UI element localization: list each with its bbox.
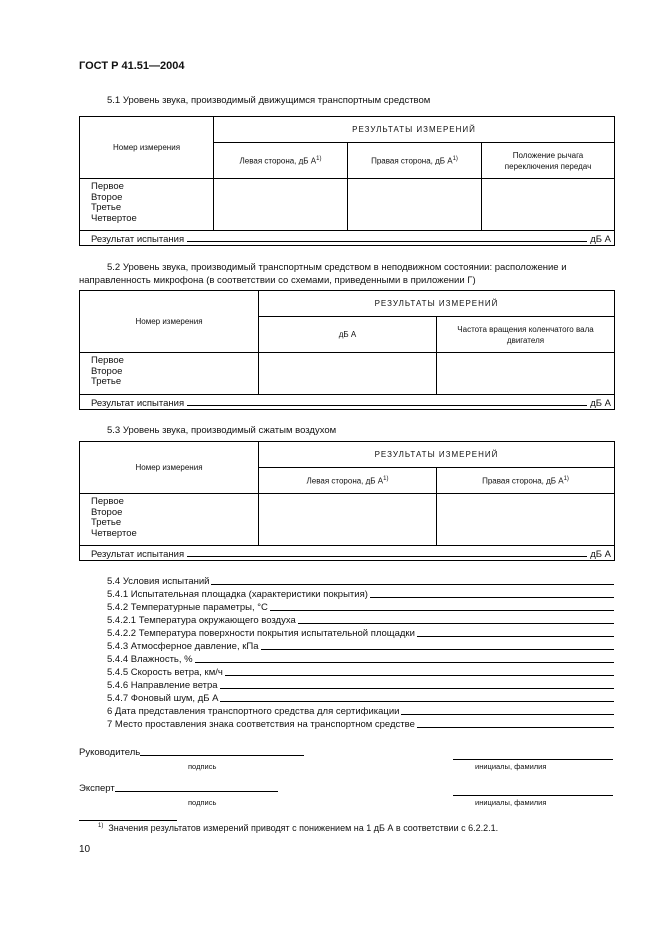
list-item: Четвертое [91, 212, 137, 224]
section-5-1-title: 5.1 Уровень звука, производимый движущимся транспортным средством [107, 95, 431, 106]
field-test-site[interactable]: 5.4.1 Испытательная площадка (характеристики покрытия) [107, 589, 614, 600]
col-right: Правая сторона, дБ $А^{1)}$ [348, 143, 482, 179]
field-test-conditions[interactable]: 5.4 Условия испытаний [107, 576, 614, 587]
result-row[interactable]: Результат испытания дБ А [80, 546, 615, 561]
result-row[interactable]: Результат испытания дБ А [80, 231, 615, 246]
list-item: Третье [91, 517, 122, 528]
section-5-2-title-line2: направленность микрофона (в соответствии со схемами, приведенными в приложении Г) [79, 275, 476, 286]
cell-db[interactable] [259, 353, 437, 395]
measurement-list [80, 179, 214, 231]
head-name-line[interactable] [453, 759, 613, 760]
list-item: Второе [91, 365, 123, 377]
section-5-3-title: 5.3 Уровень звука, производимый сжатым воздухом [107, 425, 337, 436]
name-caption: инициалы, фамилия [475, 798, 547, 807]
col-db: дБ А [259, 317, 437, 353]
list-item: Третье [91, 202, 122, 213]
field-air-temperature[interactable]: 5.4.2.1 Температура окружающего воздуха [107, 615, 614, 626]
list-item: Первое [91, 355, 124, 366]
cell-left[interactable] [259, 494, 437, 546]
field-surface-temperature[interactable]: 5.4.2.2 Температура поверхности покрытия испытательной площадки [107, 628, 614, 639]
name-caption: инициалы, фамилия [475, 762, 547, 771]
col-left: Левая сторона, дБ $А^{1)}$ [214, 143, 348, 179]
cell-gear[interactable] [482, 179, 615, 231]
row-header: Номер измерения [80, 117, 214, 179]
field-wind-direction[interactable]: 5.4.6 Направление ветра [107, 680, 614, 691]
table-5-1 [79, 116, 615, 246]
field-mark-location[interactable]: 7 Место проставления знака соответствия на транспортном средстве [107, 719, 614, 730]
measurement-list [80, 494, 259, 546]
list-item: Второе [91, 506, 123, 518]
cell-right[interactable] [437, 494, 615, 546]
col-right: Правая сторона, дБ $А^{1)}$ [437, 468, 615, 494]
row-header: Номер измерения [80, 442, 259, 494]
expert-signature-line[interactable]: Эксперт [79, 783, 278, 794]
list-item: Четвертое [91, 527, 137, 539]
page-number: 10 [79, 844, 91, 855]
results-header: РЕЗУЛЬТАТЫ ИЗМЕРЕНИЙ [259, 291, 615, 317]
document-header: ГОСТ Р 41.51—2004 [79, 60, 185, 72]
field-pressure[interactable]: 5.4.3 Атмосферное давление, кПа [107, 641, 614, 652]
expert-name-line[interactable] [453, 795, 613, 796]
cell-left[interactable] [214, 179, 348, 231]
col-gear: Положение рычага переключения передач [482, 143, 615, 179]
cell-rpm[interactable] [437, 353, 615, 395]
list-item: Первое [91, 181, 124, 192]
footnote: $^{1)}$ Значения результатов измерений приводят с понижением на 1 дБ А в соответствии с 6.2.2.1. [98, 823, 499, 833]
field-presentation-date[interactable]: 6 Дата представления транспортного средства для сертификации [107, 706, 614, 717]
list-item: Второе [91, 191, 123, 203]
list-item: Третье [91, 376, 122, 387]
table-5-3 [79, 441, 615, 561]
list-item: Первое [91, 496, 124, 507]
signature-caption: подпись [188, 762, 217, 771]
field-wind-speed[interactable]: 5.4.5 Скорость ветра, км/ч [107, 667, 614, 678]
table-5-2 [79, 290, 615, 410]
col-rpm: Частота вращения коленчатого вала двигателя [437, 317, 615, 353]
result-row[interactable]: Результат испытания дБ А [80, 395, 615, 410]
measurement-list [80, 353, 259, 395]
signature-caption: подпись [188, 798, 217, 807]
col-left: Левая сторона, дБ $А^{1)}$ [259, 468, 437, 494]
field-background-noise[interactable]: 5.4.7 Фоновый шум, дБ А [107, 693, 614, 704]
row-header: Номер измерения [80, 291, 259, 353]
field-humidity[interactable]: 5.4.4 Влажность, % [107, 654, 614, 665]
cell-right[interactable] [348, 179, 482, 231]
head-signature-line[interactable]: Руководитель [79, 747, 304, 758]
results-header: РЕЗУЛЬТАТЫ ИЗМЕРЕНИЙ [259, 442, 615, 468]
footnote-divider [79, 820, 177, 821]
field-temperature-params[interactable]: 5.4.2 Температурные параметры, °С [107, 602, 614, 613]
results-header: РЕЗУЛЬТАТЫ ИЗМЕРЕНИЙ [214, 117, 615, 143]
section-5-2-title-line1: 5.2 Уровень звука, производимый транспортным средством в неподвижном состоянии: расположение и [107, 262, 567, 273]
